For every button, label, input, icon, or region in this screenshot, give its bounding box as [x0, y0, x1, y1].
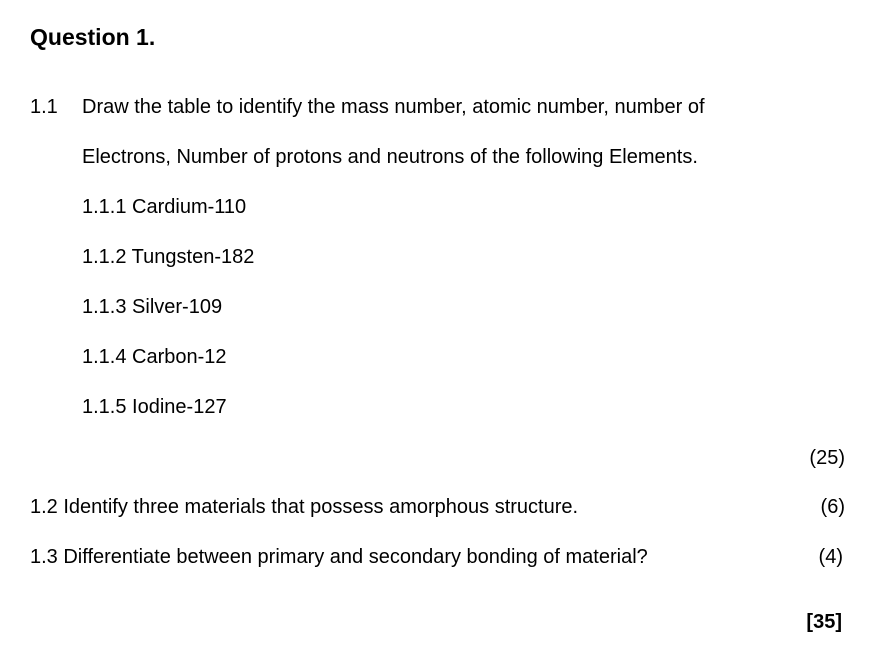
element-list-item: 1.1.2 Tungsten-182 [82, 246, 255, 268]
question-1-3-marks: (4) [818, 546, 843, 568]
question-1-2-text: 1.2 Identify three materials that possess amorphous structure. [30, 496, 579, 518]
question-1-1-number: 1.1 [30, 96, 58, 118]
element-list-item: 1.1.5 Iodine-127 [82, 396, 227, 418]
question-1-1-marks: (25) [809, 447, 845, 469]
element-list-item: 1.1.4 Carbon-12 [82, 346, 227, 368]
element-list-item: 1.1.3 Silver-109 [82, 296, 223, 318]
question-1-1-text-line-1: Draw the table to identify the mass number, atomic number, number of [82, 96, 705, 118]
question-1-2-marks: (6) [820, 496, 845, 518]
element-list-item: 1.1.1 Cardium-110 [82, 196, 247, 218]
question-1-3-text: 1.3 Differentiate between primary and secondary bonding of material? [30, 546, 648, 568]
question-title: Question 1. [30, 24, 156, 50]
question-1-1-text-line-2: Electrons, Number of protons and neutrons of the following Elements. [82, 146, 698, 168]
total-marks: [35] [806, 611, 842, 633]
